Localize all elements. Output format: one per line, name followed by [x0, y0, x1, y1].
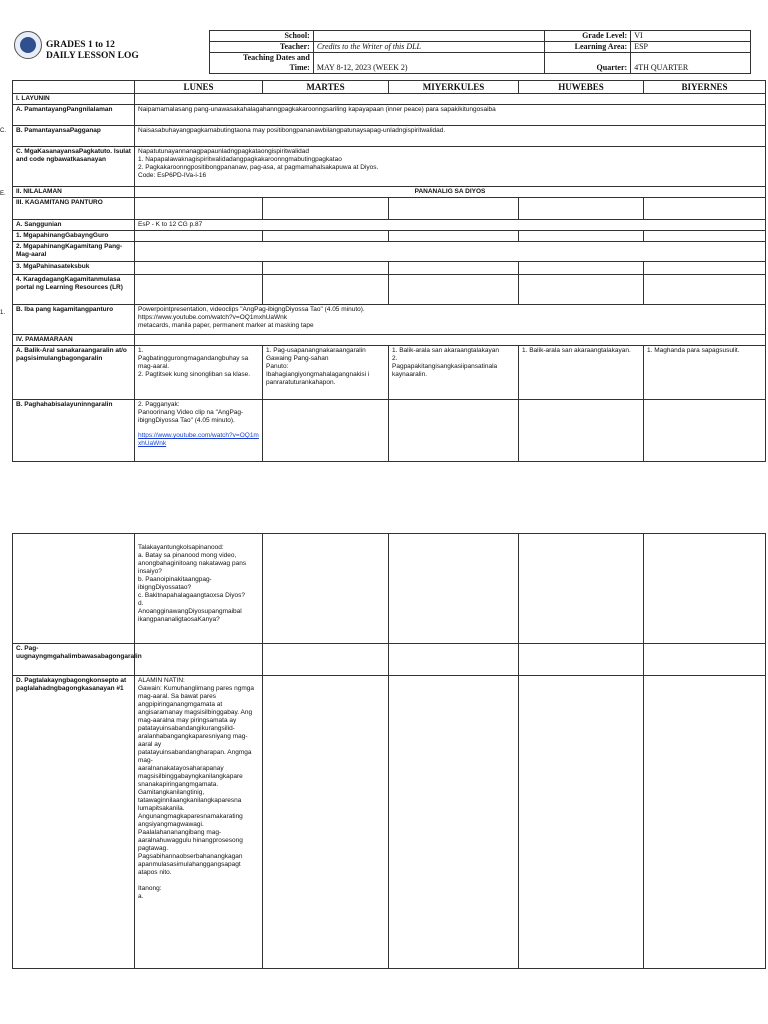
area-value: ESP: [631, 42, 751, 53]
balik-aral-lunes: 1. Pagbatinggurongmagandangbuhay sa mag-aaral. 2. Pagtitsek kung sinongliban sa klase.: [135, 346, 263, 400]
page-title: [46, 40, 139, 62]
table-row: [13, 305, 766, 335]
empty-cell: [135, 231, 263, 242]
empty-cell: [519, 644, 644, 676]
grade-value: VI: [631, 31, 751, 42]
side-letter-1: 1.: [0, 310, 6, 316]
nilalaman-label: II. NILALAMAN: [13, 187, 135, 198]
balik-aral-miyerkules: 1. Balik-arala san akaraangtalakayan 2. Pagpapakitangisangkasiipansatinala kaynaaralin.: [389, 346, 519, 400]
empty-cell: [263, 400, 389, 462]
empty-cell: [644, 644, 766, 676]
empty-cell: [519, 534, 644, 644]
pag-uugnay-label: C. Pag-uugnayngmgahalimbawasabagongaralin: [13, 644, 135, 676]
empty-cell: [263, 198, 389, 220]
balik-aral-martes: 1. Pag-usapanangnakaraangaralin Gawaing Pang-sahan Panuto: Ibahagiangiyongmahalagangnakisi i panraratuturankahapon.: [263, 346, 389, 400]
empty-cell: [263, 676, 389, 969]
kasanayan-label: C. MgaKasanayansaPagkatuto. Isulat and code ngbawatkasanayan: [13, 147, 135, 187]
quarter-value: 4TH QUARTER: [631, 53, 751, 74]
deped-seal-icon: [14, 31, 42, 59]
empty-cell: [263, 644, 389, 676]
table-row: [13, 147, 766, 187]
table-row: [13, 644, 766, 676]
empty-cell: [519, 198, 644, 220]
sanggunian-value: EsP - K to 12 CG p.87: [135, 220, 766, 231]
alamin-natin-lunes: ALAMIN NATIN: Gawain: Kumuhanglimang pares ngmga mag-aaral. Sa bawat pares angpipiringanangmgamata at angisaramanay magsisilbinggabay. Ang mag-aaralna may piringsamata ay patatayuinsabandangikurangsilid-aralanhabangangkaparesniyang mag-aaral ay patatayuinsabandangharapan. Angmga mag- aaralnanakatayosaharapanay magsisilbinggabayngkanilangkapare snanakapiringangmgamata. Gamitangkanilangtinig, tatawaginnilaangkanilangkaparesna lumapitsakanila. Angunangmagkaparesnamakarating angsiyangmagwawagi. Paalalahananangibang mag-aaralnahuwaggulu hinangprosesong pagtawag. Pagsabihannaobserbahanangkagan apanmulasasimulahanggangsapagt atapos nito. Itanong: a.: [135, 676, 263, 969]
dates-label-line-1: Teaching Dates and: [243, 53, 310, 62]
side-letter-e: E.: [0, 191, 6, 197]
empty-cell: [263, 231, 389, 242]
empty-cell: [389, 231, 519, 242]
empty-cell: [389, 676, 519, 969]
empty-cell: [519, 400, 644, 462]
empty-cell: [519, 231, 644, 242]
empty-cell: [644, 231, 766, 242]
table-row: [13, 187, 766, 198]
empty-cell: [135, 335, 766, 346]
balik-aral-biyernes: 1. Maghanda para sapagsusulit.: [644, 346, 766, 400]
sanggunian-label: A. Sanggunian: [13, 220, 135, 231]
table-row: [13, 94, 766, 105]
table-row: [13, 400, 766, 462]
table-row: [13, 346, 766, 400]
lr-portal-label: 4. KaragdagangKagamitanmulasa portal ng Learning Resources (LR): [13, 275, 135, 305]
table-row: [13, 198, 766, 220]
kagamitang-panturo-label: III. KAGAMITANG PANTURO: [13, 198, 135, 220]
dates-value: MAY 8-12, 2023 (WEEK 2): [313, 53, 544, 74]
empty-cell: [135, 94, 766, 105]
balik-aral-huwebes: 1. Balik-arala san akaraangtalakayan.: [519, 346, 644, 400]
empty-cell: [263, 262, 389, 275]
empty-cell: [263, 275, 389, 305]
table-row: [13, 534, 766, 644]
pamantayang-pangnilalaman-label: A. PamantayangPangnilalaman: [13, 105, 135, 126]
table-row: [13, 126, 766, 147]
day-huwebes: HUWEBES: [519, 81, 644, 94]
empty-cell: [389, 262, 519, 275]
title-line-2: DAILY LESSON LOG: [46, 51, 139, 61]
corner-cell: [13, 81, 135, 94]
day-biyernes: BIYERNES: [644, 81, 766, 94]
empty-cell: [644, 198, 766, 220]
paghahabi-lunes: [135, 400, 263, 462]
gabay-guro-label: 1. MgapahinangGabayngGuro: [13, 231, 135, 242]
table-row: [13, 105, 766, 126]
talakayan-lunes: Talakayantungkolsapinanood: a. Batay sa pinanood mong video, anongbahaginitoang nakatawag pans insaiyo? b. Paanoipinakitaangpag-ibigngDiyossatao? c. Bakitnapahalagaangtaoxsa Diyos? d. AnoangginawangDiyosupangmaibal ikangpananaligtaosaKanya?: [135, 534, 263, 644]
empty-cell: [389, 400, 519, 462]
empty-cell: [135, 198, 263, 220]
empty-cell: [389, 275, 519, 305]
table-row: [13, 242, 766, 262]
paghahabi-label: B. Paghahabisalayuninngaralin: [13, 400, 135, 462]
side-letter-c: C.: [0, 128, 6, 134]
layunin-label: I. LAYUNIN: [13, 94, 135, 105]
title-line-1: GRADES 1 to 12: [46, 40, 115, 50]
pagtalakay-label: D. Pagtalakayngbagongkonsepto at paglalahadngbagongkasanayan #1: [13, 676, 135, 969]
lesson-log-table: [12, 80, 766, 462]
table-row: [13, 676, 766, 969]
area-label: Learning Area:: [545, 42, 631, 53]
pamamaraan-label: IV. PAMAMARAAN: [13, 335, 135, 346]
days-header-row: [13, 81, 766, 94]
day-martes: MARTES: [263, 81, 389, 94]
header-table: [209, 30, 751, 74]
teacher-label: Teacher:: [210, 42, 314, 53]
dates-label-line-2: Time:: [289, 63, 310, 72]
pagganyak-text: 2. Pagganyak: Panoorinang Video clip na "AngPag-ibigngDiyossa Tao" (4.05 minuto).: [138, 401, 244, 424]
day-miyerkules: MIYERKULES: [389, 81, 519, 94]
empty-cell: [519, 275, 644, 305]
school-label: School:: [210, 31, 314, 42]
logo: [14, 31, 42, 59]
dates-label: [210, 53, 314, 74]
pamantayan-sa-pagganap-label: B. PamantayansaPagganap: [13, 126, 135, 147]
empty-cell: [644, 676, 766, 969]
iba-pang-kagamitan-label: B. Iba pang kagamitangpanturo: [13, 305, 135, 335]
pamantayan-sa-pagganap-value: Naisasabuhayangpagkamabutingtaona may positibongpananawbilangpatunaysapag-unladngispiritwalidad.: [135, 126, 766, 147]
empty-cell: [13, 534, 135, 644]
table-row: [13, 262, 766, 275]
empty-cell: [389, 534, 519, 644]
youtube-link[interactable]: https://www.youtube.com/watch?v=OQ1mxhUaWnk: [138, 432, 259, 447]
table-row: [13, 335, 766, 346]
empty-cell: [135, 275, 263, 305]
empty-cell: [389, 198, 519, 220]
empty-cell: [263, 534, 389, 644]
empty-cell: [389, 644, 519, 676]
table-row: [13, 220, 766, 231]
quarter-label: Quarter:: [545, 53, 631, 74]
pamantayang-pangnilalaman-value: Naipamamalasang pang-unawasakahalagahanngpagkakaroonngsariling kapayapaan (inner peace) para sapakikitungosaiba: [135, 105, 766, 126]
empty-cell: [644, 262, 766, 275]
empty-cell: [135, 242, 766, 262]
lesson-log-table-continued: [12, 533, 766, 969]
grade-label: Grade Level:: [545, 31, 631, 42]
empty-cell: [644, 275, 766, 305]
empty-cell: [519, 262, 644, 275]
school-value: [313, 31, 544, 42]
kasanayan-value: Napatutunayannanagpapaunladngpagkataongispiritwalidad 1. Napapalawaknagispiritwalidadangpagkakaroonngmabutingpagkatao 2. Pagkakaroonngpositibongpananaw, pag-asa, at pagmamahalsakapuwa at Diyos. Code: EsP6PD-IVa-i-16: [135, 147, 766, 187]
empty-cell: [644, 400, 766, 462]
empty-cell: [135, 644, 263, 676]
empty-cell: [644, 534, 766, 644]
kagamitang-mag-aaral-label: 2. MgapahinangKagamitang Pang-Mag-aaral: [13, 242, 135, 262]
teacher-value: Credits to the Writer of this DLL: [313, 42, 544, 53]
table-row: [13, 275, 766, 305]
table-row: [13, 231, 766, 242]
day-lunes: LUNES: [135, 81, 263, 94]
iba-pang-kagamitan-value: Powerpointpresentation, videoclips "AngPag-ibigngDiyossa Tao" (4.05 minuto). https://www.youtube.com/watch?v=OQ1mxhUaWnk metacards, manila paper, permanent marker at masking tape: [135, 305, 766, 335]
nilalaman-value: PANANALIG SA DIYOS: [135, 187, 766, 198]
teksbuk-label: 3. MgaPahinasateksbuk: [13, 262, 135, 275]
empty-cell: [519, 676, 644, 969]
balik-aral-label: A. Balik-Aral sanakaraangaralin at/o pagsisimulangbagongaralin: [13, 346, 135, 400]
empty-cell: [135, 262, 263, 275]
